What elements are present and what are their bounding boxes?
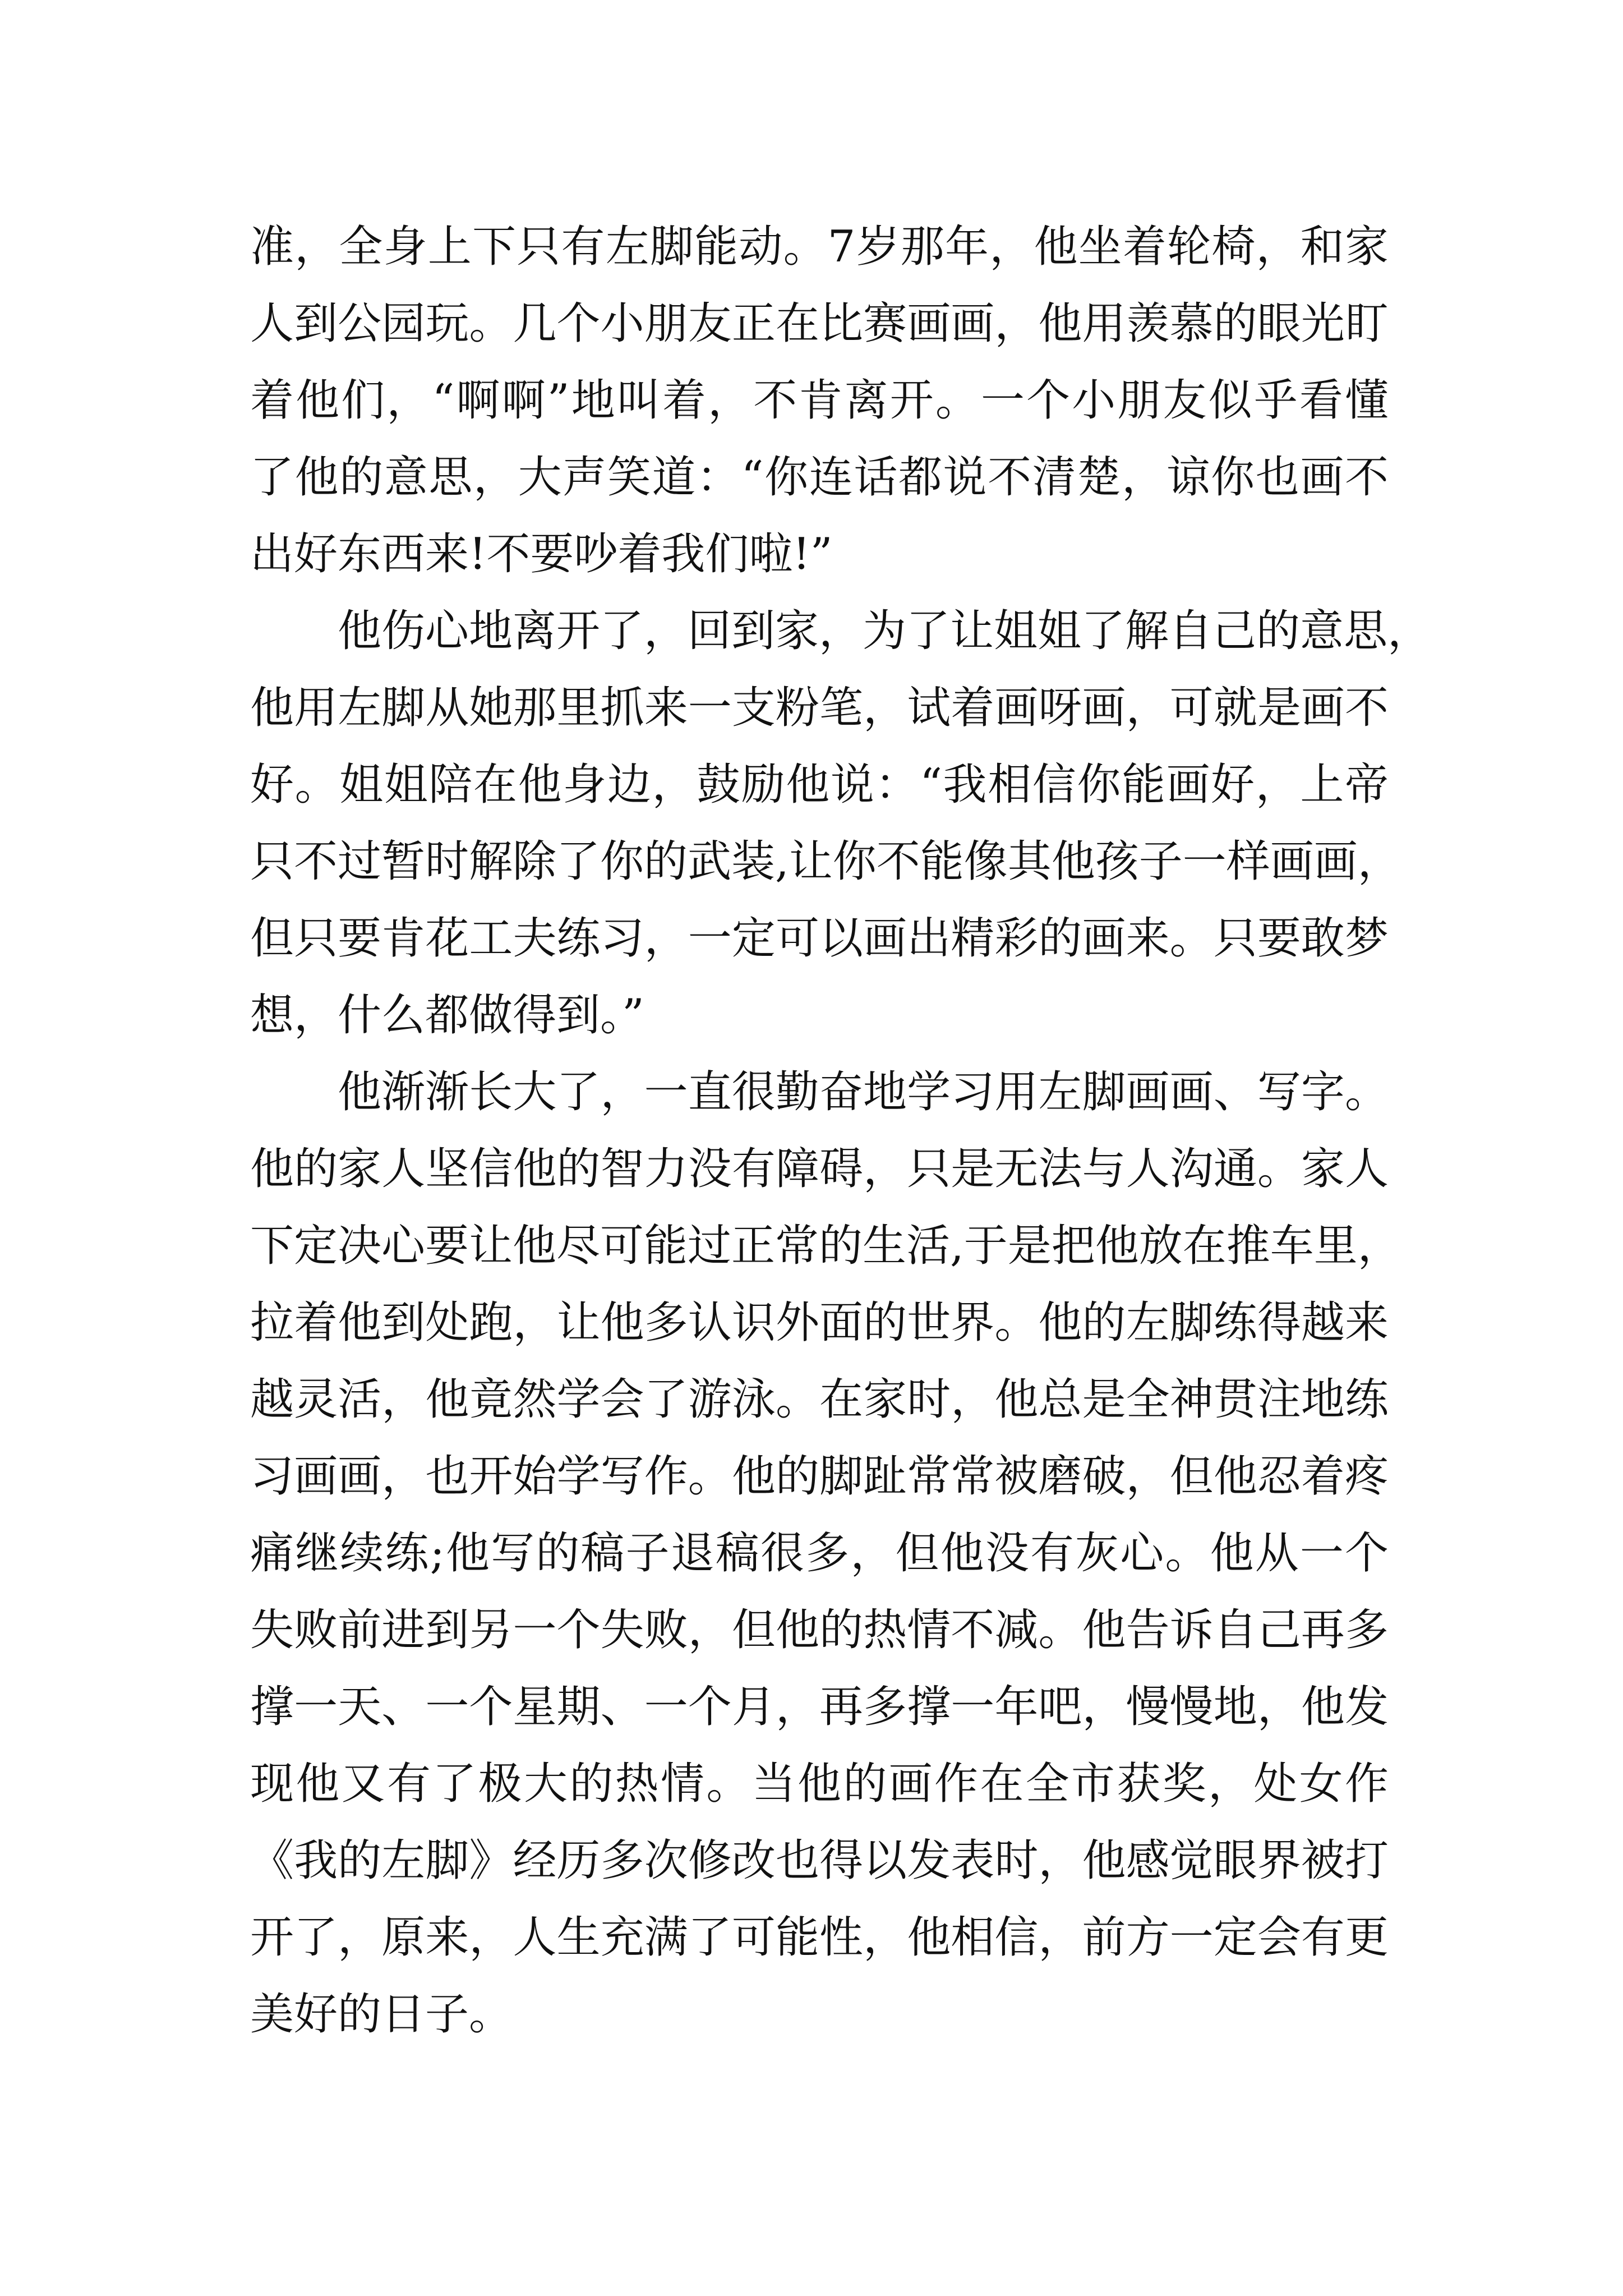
text-line: 痛继续练;他写的稿子退稿很多，但他没有灰心。他从一个	[250, 1528, 1389, 1579]
text-line: 拉着他到处跑，让他多认识外面的世界。他的左脚练得越来	[250, 1297, 1389, 1348]
text-line: 他用左脚从她那里抓来一支粉笔，试着画呀画，可就是画不	[250, 683, 1389, 733]
paragraph-first-line: 他伤心地离开了，回到家，为了让姐姐了解自己的意思，	[338, 606, 1432, 656]
text-line: 失败前进到另一个失败，但他的热情不减。他告诉自己再多	[250, 1605, 1389, 1655]
text-line: 准，全身上下只有左脚能动。7岁那年，他坐着轮椅，和家	[250, 222, 1389, 272]
text-line: 了他的意思，大声笑道：“你连话都说不清楚，谅你也画不	[250, 452, 1389, 503]
text-line: 开了，原来，人生充满了可能性，他相信，前方一定会有更	[250, 1912, 1389, 1963]
text-line: 出好东西来!不要吵着我们啦!”	[250, 529, 833, 579]
text-line: 现他又有了极大的热情。当他的画作在全市获奖，处女作	[250, 1759, 1389, 1809]
text-line: 但只要肯花工夫练习，一定可以画出精彩的画来。只要敢梦	[250, 913, 1389, 964]
text-line: 着他们，“啊啊”地叫着，不肯离开。一个小朋友似乎看懂	[250, 375, 1389, 426]
text-line: 好。姐姐陪在他身边，鼓励他说：“我相信你能画好，上帝	[250, 760, 1389, 810]
body-text	[250, 209, 1432, 2053]
text-line: 只不过暂时解除了你的武装,让你不能像其他孩子一样画画，	[250, 836, 1401, 887]
text-line: 撑一天、一个星期、一个月，再多撑一年吧，慢慢地，他发	[250, 1682, 1389, 1732]
text-line: 他的家人坚信他的智力没有障碍，只是无法与人沟通。家人	[250, 1144, 1389, 1194]
paragraph-first-line: 他渐渐长大了，一直很勤奋地学习用左脚画画、写字。	[338, 1067, 1389, 1117]
text-line: 越灵活，他竟然学会了游泳。在家时，他总是全神贯注地练	[250, 1374, 1389, 1425]
text-line: 《我的左脚》经历多次修改也得以发表时，他感觉眼界被打	[250, 1835, 1389, 1886]
text-line: 人到公园玩。几个小朋友正在比赛画画，他用羡慕的眼光盯	[250, 298, 1389, 349]
text-line: 习画画，也开始学写作。他的脚趾常常被磨破，但他忍着疼	[250, 1451, 1389, 1502]
text-line: 美好的日子。	[250, 1989, 513, 2040]
text-line: 想，什么都做得到。”	[250, 990, 644, 1041]
text-line: 下定决心要让他尽可能过正常的生活,于是把他放在推车里，	[250, 1221, 1401, 1271]
